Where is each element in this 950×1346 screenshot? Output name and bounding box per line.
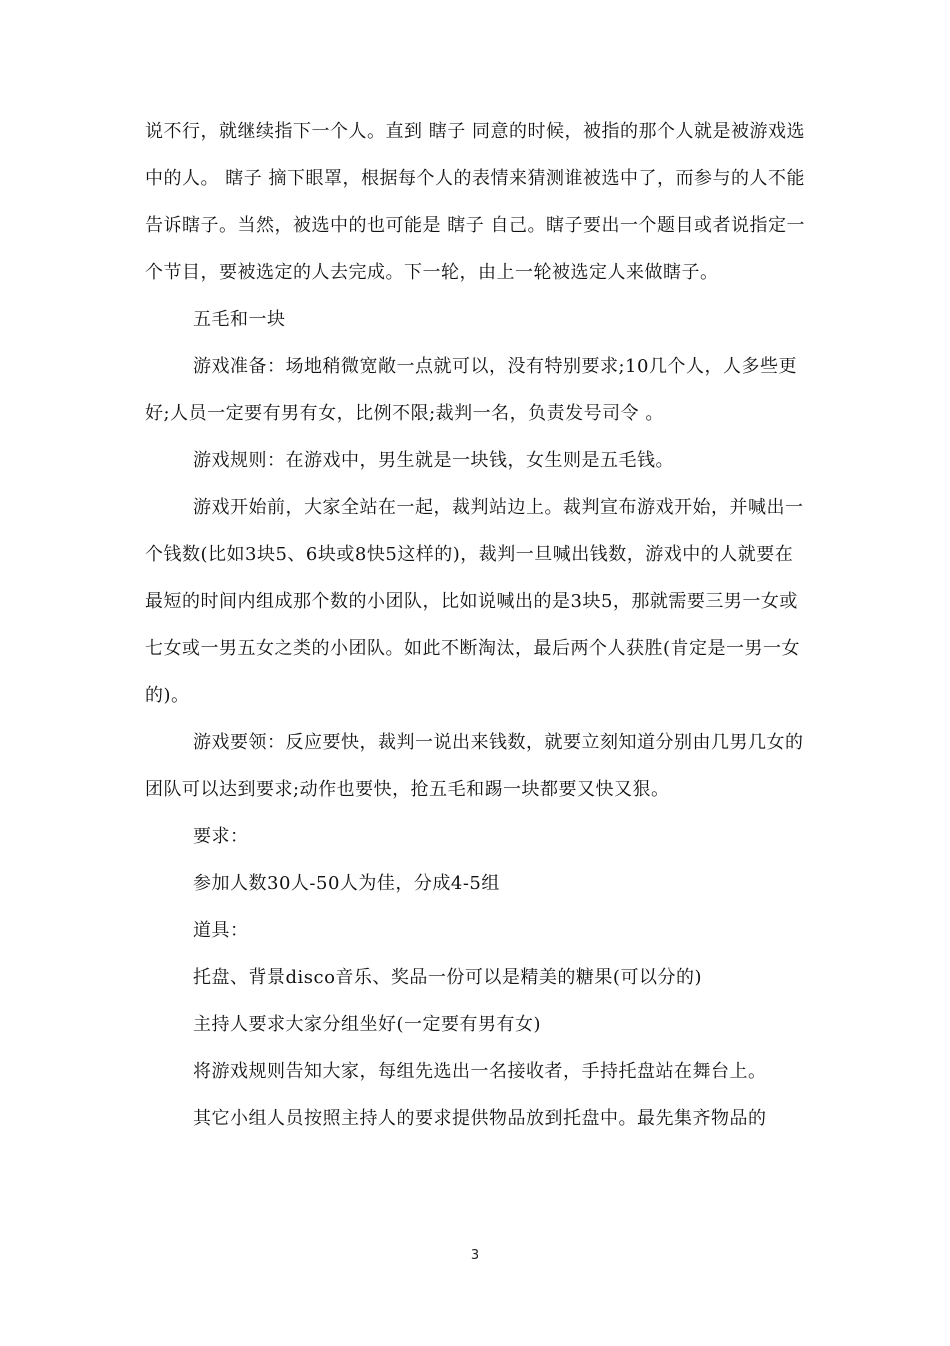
section-heading-five-mao-one-kuai: 五毛和一块 bbox=[193, 309, 286, 330]
document-body bbox=[145, 108, 805, 1142]
paragraph-game-preparation: 游戏准备：场地稍微宽敞一点就可以，没有特别要求;10几个人，人多些更好;人员一定要有男有女，比例不限;裁判一名，负责发号司令 。 bbox=[145, 356, 797, 424]
paragraph-collect-items: 其它小组人员按照主持人的要求提供物品放到托盘中。最先集齐物品的 bbox=[193, 1108, 767, 1129]
paragraph-requirements-label: 要求： bbox=[193, 826, 249, 847]
page-number: 3 bbox=[470, 1248, 480, 1263]
paragraph-game-tips: 游戏要领：反应要快，裁判一说出来钱数，就要立刻知道分别由几男几女的团队可以达到要求;动作也要快，抢五毛和踢一块都要又快又狠。 bbox=[145, 732, 804, 800]
paragraph-host-instructions: 主持人要求大家分组坐好(一定要有男有女) bbox=[193, 1014, 542, 1035]
paragraph-receiver-rules: 将游戏规则告知大家，每组先选出一名接收者，手持托盘站在舞台上。 bbox=[193, 1061, 767, 1082]
paragraph-props-label: 道具： bbox=[193, 920, 249, 941]
paragraph-props-list: 托盘、背景disco音乐、奖品一份可以是精美的糖果(可以分的) bbox=[193, 967, 702, 988]
paragraph-game-rules: 游戏规则：在游戏中，男生就是一块钱，女生则是五毛钱。 bbox=[193, 450, 674, 471]
paragraph-participants: 参加人数30人-50人为佳，分成4-5组 bbox=[193, 873, 500, 894]
paragraph-game-process: 游戏开始前，大家全站在一起，裁判站边上。裁判宣布游戏开始，并喊出一个钱数(比如3块5、6块或8快5这样的)，裁判一旦喊出钱数，游戏中的人就要在最短的时间内组成那个数的小团队，比如说喊出的是3块5，那就需要三男一女或七女或一男五女之类的小团队。如此不断淘汰，最后两个人获胜(肯定是一男一女的)。 bbox=[145, 497, 804, 706]
paragraph-blind-rules: 说不行，就继续指下一个人。直到 瞎子 同意的时候，被指的那个人就是被游戏选中的人。 瞎子 摘下眼罩，根据每个人的表情来猜测谁被选中了，而参与的人不能告诉瞎子。当然，被选中的也可能是 瞎子 自己。瞎子要出一个题目或者说指定一个节目，要被选定的人去完成。下一轮，由上一轮被选定人来做瞎子。 bbox=[145, 121, 805, 283]
